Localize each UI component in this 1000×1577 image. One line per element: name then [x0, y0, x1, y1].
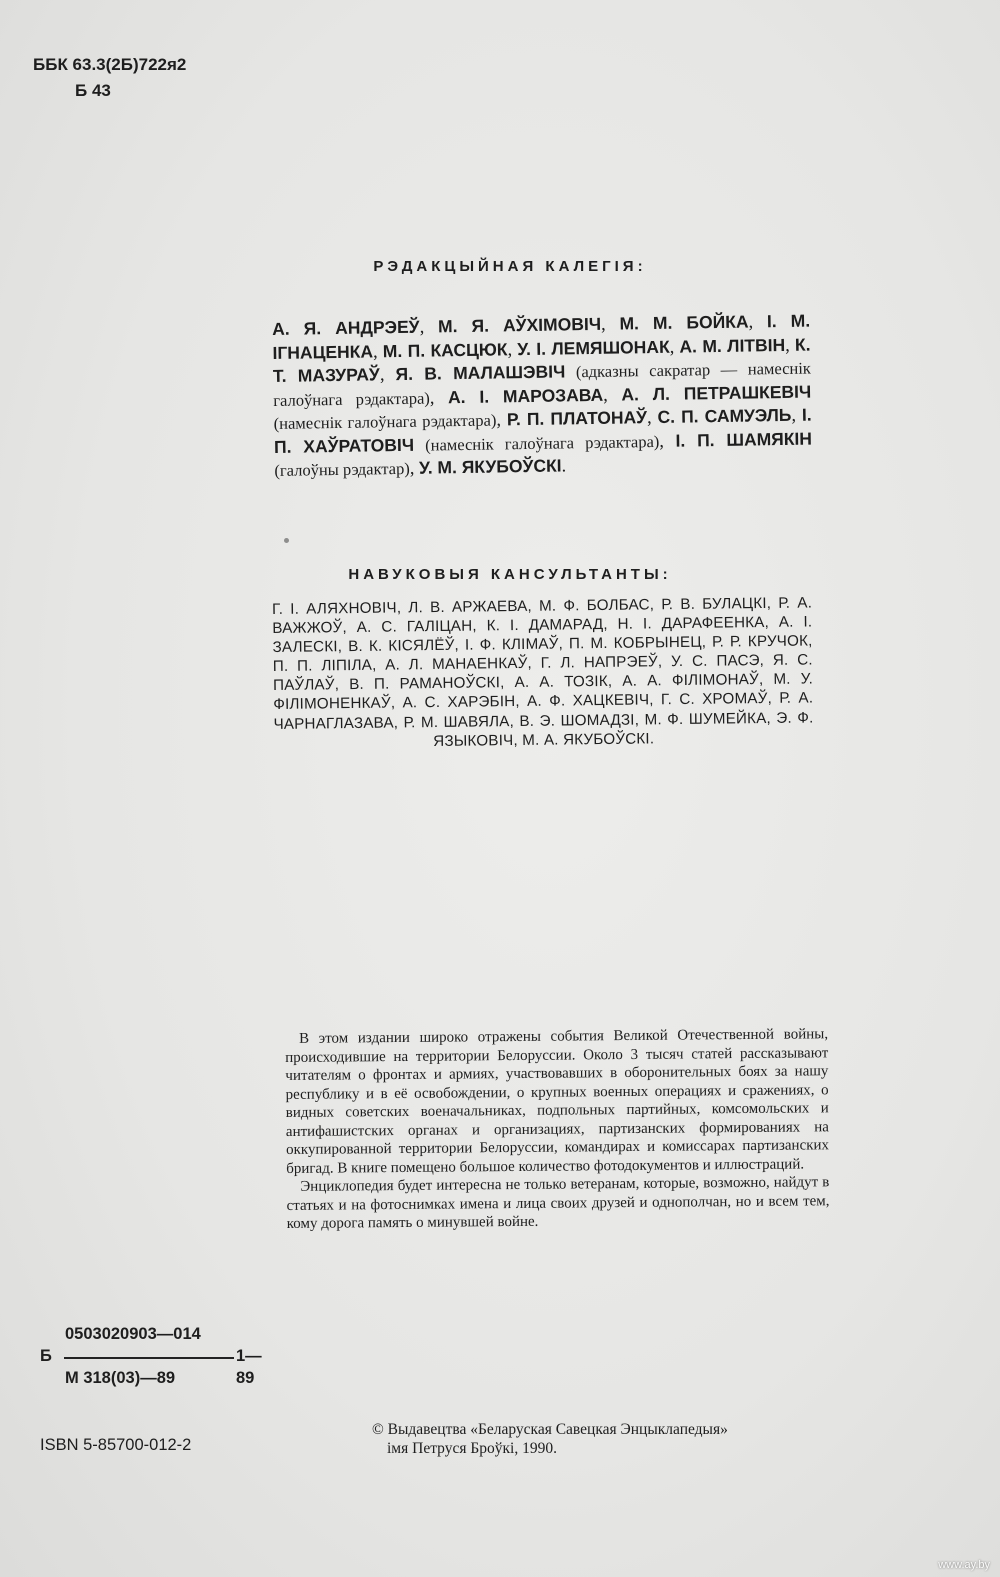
board-member-name: М. М. БОЙКА — [619, 311, 749, 334]
board-separator: , — [409, 458, 420, 479]
board-member-name: А. Я. АНДРЭЕЎ — [272, 316, 420, 339]
board-member-name: Я. В. МАЛАШЭВІЧ — [395, 361, 566, 385]
board-separator: , — [372, 341, 383, 362]
editorial-board-heading: РЭДАКЦЫЙНАЯ КАЛЕГІЯ: — [373, 258, 647, 275]
board-separator: , — [600, 314, 620, 335]
board-member-role: (адказны сакратар — намеснік галоўнага рэдактара) — [273, 358, 812, 410]
watermark: www.ay.by — [938, 1559, 990, 1571]
board-separator: , — [646, 407, 658, 429]
consultants-list: Г. І. АЛЯХНОВІЧ, Л. В. АРЖАЕВА, М. Ф. БОЛБАС, Р. В. БУЛАЦКІ, Р. А. ВАЖЖОЎ, А. С. ГАЛІЦАН, К. І. ДАМАРАД, Н. І. ДАРАФЕЕНКА, А. І. ЗАЛЕСКІ, В. К. КІСЯЛЁЎ, І. Ф. КЛІМАЎ, П. М. КОБРЫНЕЦ, Р. Р. КРУЧОК, П. П. ЛІПІЛА, А. Л. МАНАЕНКАЎ, Г. Л. НАПРЭЕЎ, У. С. ПАСЭ, Я. С. ПАЎЛАЎ, В. П. РАМАНОЎСКІ, А. А. ТОЗІК, А. А. ФІЛІМОНАЎ, М. У. ФІЛІМОНЕНКАЎ, А. С. ХАРЭБІН, А. Ф. ХАЦКЕВІЧ, Г. С. ХРОМАЎ, Р. А. ЧАРНАГЛАЗАВА, Р. М. ШАВЯЛА, В. Э. ШОМАДЗІ, М. Ф. ШУМЕЙКА, Э. Ф. ЯЗЫКОВІЧ, М. А. ЯКУБОЎСКІ. — [272, 594, 814, 750]
paper-speck — [284, 538, 289, 543]
catalog-suffix: 1—89 — [236, 1347, 262, 1387]
catalog-numerator: 0503020903—014 — [65, 1325, 201, 1343]
copyright — [372, 1420, 842, 1458]
board-separator: , — [785, 335, 796, 356]
board-separator: . — [561, 456, 567, 477]
board-separator: , — [791, 405, 803, 426]
board-member-name: С. П. САМУЭЛЬ — [657, 404, 792, 427]
board-member-name: І. М. ІГНАЦЕНКА — [272, 310, 811, 363]
board-member-name: У. І. ЛЕМЯШОНАК — [517, 336, 670, 359]
board-separator: , — [669, 337, 680, 358]
bbk-author-mark: Б 43 — [75, 81, 111, 100]
fraction-line — [64, 1357, 234, 1359]
board-member-name: У. М. ЯКУБОЎСКІ — [418, 455, 562, 478]
catalog-denominator: М 318(03)—89 — [65, 1369, 176, 1387]
board-separator: , — [419, 317, 439, 338]
board-separator: , — [496, 410, 508, 431]
board-member-name: М. Я. АЎХІМОВІЧ — [437, 313, 602, 337]
annotation-paragraph-2: Энциклопедия будет интересна не только ветеранам, которые, возможно, найдут в статьях и на фотоснимках имена и лица своих друзей и однополчан, но и всем тем, кому дорога память о минувшей войне. — [286, 1174, 830, 1232]
board-member-name: І. П. ХАЎРАТОВІЧ — [273, 404, 812, 457]
board-member-name: А. Л. ПЕТРАШКЕВІЧ — [621, 381, 812, 405]
board-separator: , — [659, 431, 676, 452]
board-member-name: І. П. ШАМЯКІН — [675, 428, 813, 451]
copyright-line-2: імя Петруся Броўкі, 1990. — [387, 1440, 557, 1457]
bbk-classification — [33, 52, 186, 104]
board-separator: , — [507, 339, 518, 360]
board-member-role: (галоўны рэдактар) — [274, 458, 410, 480]
catalog-letter: Б — [40, 1347, 52, 1365]
board-member-role: (намеснік галоўнага рэдактара) — [273, 410, 497, 433]
annotation-paragraph-1: В этом издании широко отражены события Великой Отечественной войны, происходившие на территории Белоруссии. Около 3 тысяч статей рассказывают читателям о фронтах и армиях, участвовавших в оборонительных боях за нашу республику и в её освобождении, о крупных военных операциях и сражениях, о видных советских военачальниках, подпольных партийных, комсомольских и антифашистских органах и организациях, партизанских формированиях на оккупированной территории Белоруссии, командирах и комиссарах партизанских бригад. В книге помещено большое количество фотодокументов и иллюстраций. — [285, 1026, 830, 1177]
board-separator: , — [429, 387, 449, 409]
catalog-index — [40, 1323, 280, 1389]
editorial-board-list — [272, 310, 813, 483]
consultants-heading: НАВУКОВЫЯ КАНСУЛЬТАНТЫ: — [348, 566, 672, 583]
isbn: ISBN 5-85700-012-2 — [40, 1436, 192, 1454]
board-separator: , — [379, 365, 396, 386]
board-member-name: К. Т. МАЗУРАЎ — [272, 334, 811, 386]
copyright-line-1: © Выдавецтва «Беларуская Савецкая Энцыклапедыя» — [372, 1421, 728, 1438]
bbk-code: ББК 63.3(2Б)722я2 — [33, 55, 187, 74]
annotation — [285, 1025, 830, 1233]
board-member-name: А. І. МАРОЗАВА — [447, 384, 604, 407]
board-member-name: Р. П. ПЛАТОНАЎ — [506, 407, 648, 430]
board-separator: , — [748, 312, 768, 333]
board-member-name: А. М. ЛІТВІН — [679, 334, 786, 357]
board-member-name: М. П. КАСЦЮК — [382, 338, 508, 361]
board-member-role: (намеснік галоўнага рэдактара) — [413, 431, 660, 455]
board-separator: , — [603, 385, 622, 406]
